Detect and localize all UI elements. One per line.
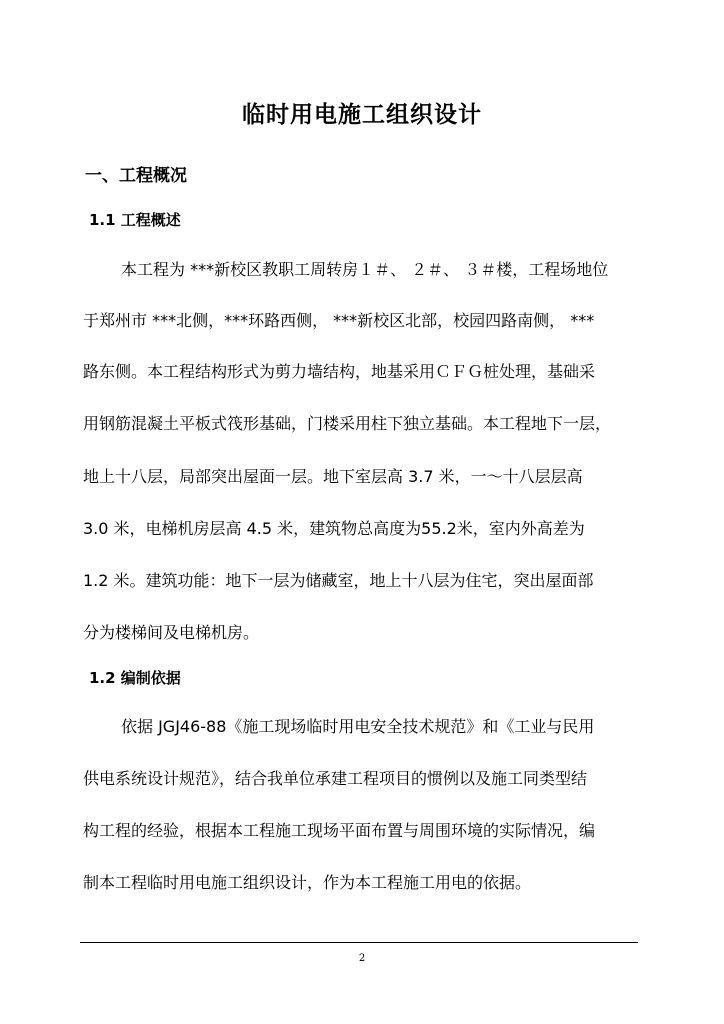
paragraph-line: 本工程为 ***新校区教职工周转房１＃、 ２＃、 ３＃楼，工程场地位	[121, 260, 609, 279]
subsection-heading-1-2: 1.2 编制依据	[89, 669, 181, 687]
paragraph-line: 供电系统设计规范》，结合我单位承建工程项目的惯例以及施工同类型结	[83, 769, 588, 788]
paragraph-line: 3.0 米，电梯机房层高 4.5 米，建筑物总高度为55.2米，室内外高差为	[83, 519, 585, 538]
paragraph-line: 路东侧。本工程结构形式为剪力墙结构，地基采用ＣＦＧ桩处理，基础采	[83, 362, 596, 381]
section-heading-overview: 一、工程概况	[85, 166, 187, 186]
paragraph-line: 依据 JGJ46-88《施工现场临时用电安全技术规范》和《工业与民用	[121, 717, 595, 736]
page-number: 2	[358, 953, 366, 964]
paragraph-line: 于郑州市 ***北侧，***环路西侧， ***新校区北部，校园四路南侧， ***	[83, 311, 595, 330]
subsection-heading-1-1: 1.1 工程概述	[89, 211, 181, 229]
paragraph-line: 构工程的经验，根据本工程施工现场平面布置与周围环境的实际情况，编	[83, 821, 596, 840]
paragraph-line: 制本工程临时用电施工组织设计，作为本工程施工用电的依据。	[83, 873, 532, 892]
paragraph-line: 地上十八层，局部突出屋面一层。地下室层高 3.7 米，一～十八层层高	[83, 467, 583, 486]
footer-divider	[80, 942, 638, 943]
paragraph-line: 用钢筋混凝土平板式筏形基础，门楼采用柱下独立基础。本工程地下一层，	[83, 414, 612, 433]
paragraph-line: 1.2 米。建筑功能：地下一层为储藏室，地上十八层为住宅，突出屋面部	[83, 571, 594, 590]
document-title: 临时用电施工组织设计	[242, 102, 482, 128]
paragraph-line: 分为楼梯间及电梯机房。	[83, 623, 260, 642]
